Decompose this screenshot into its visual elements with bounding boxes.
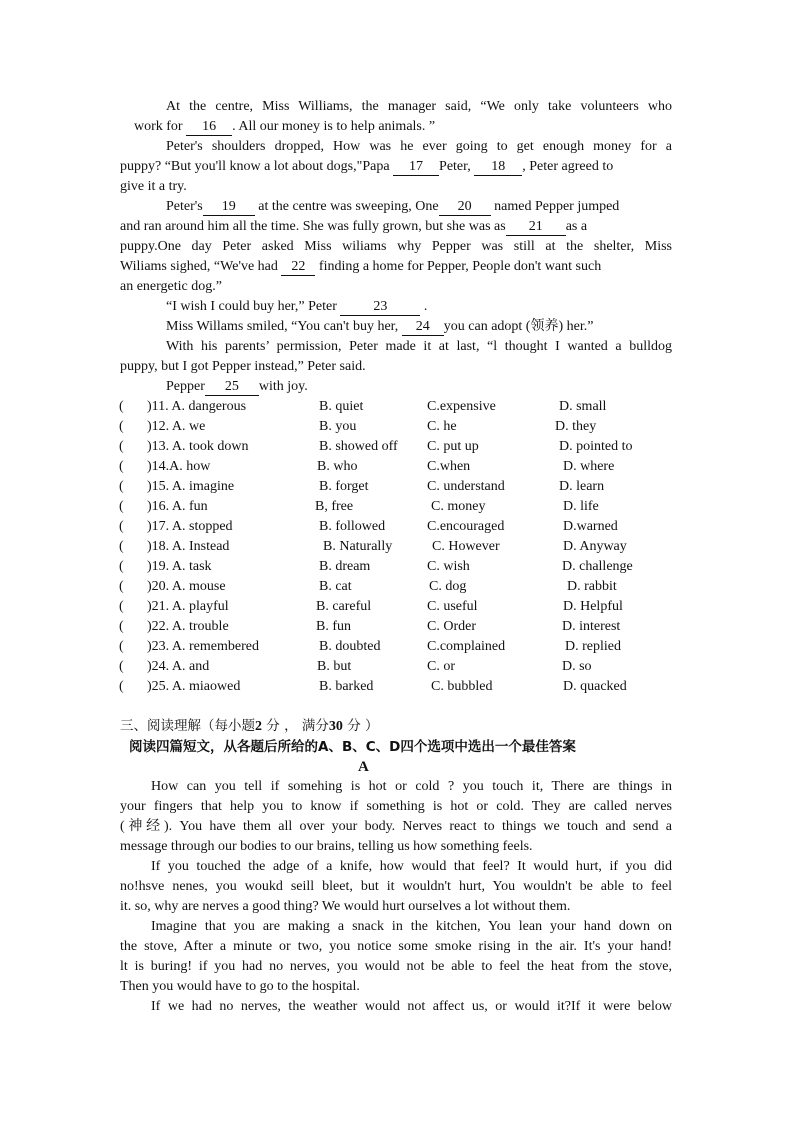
option-b[interactable]: B. quiet xyxy=(319,399,364,414)
option-d[interactable]: D. where xyxy=(563,459,615,474)
passage-p2-line1: Peter's shoulders dropped, How was he ever going to get enough money for a xyxy=(166,139,672,154)
reading-line: the stove, After a minute or two, you notice some smoke rising in the air. It's your hand! xyxy=(120,939,672,954)
option-c[interactable]: C. Order xyxy=(427,619,476,634)
passage-text: . xyxy=(423,299,428,314)
reading-line: If we had no nerves, the weather would not affect us, or would it?If it were below xyxy=(151,999,672,1014)
heading-text: 分 ， 满分 xyxy=(266,718,329,734)
blank-19[interactable]: 19 xyxy=(203,198,255,216)
blank-24[interactable]: 24 xyxy=(402,318,444,336)
passage-p6-line2: puppy, but I got Pepper instead,” Peter said. xyxy=(120,359,366,374)
option-c[interactable]: C.expensive xyxy=(427,399,496,414)
option-c[interactable]: C. or xyxy=(427,659,455,674)
option-a[interactable]: )18. A. Instead xyxy=(147,539,230,554)
option-b[interactable]: B. careful xyxy=(316,599,372,614)
option-d[interactable]: D. interest xyxy=(562,619,621,634)
answer-paren[interactable]: ( xyxy=(119,459,124,474)
answer-paren[interactable]: ( xyxy=(119,539,124,554)
answer-paren[interactable]: ( xyxy=(119,659,124,674)
reading-line: message through our bodies to our brains, telling us how something feels. xyxy=(120,839,533,854)
option-row xyxy=(119,637,679,657)
option-a[interactable]: )25. A. miaowed xyxy=(147,679,241,694)
option-b[interactable]: B, free xyxy=(315,499,354,514)
option-a[interactable]: )12. A. we xyxy=(147,419,206,434)
option-row xyxy=(119,417,679,437)
heading-text: 三、阅读理解（每小题 xyxy=(120,718,255,734)
reading-line: it. so, why are nerves a good thing? We would hurt ourselves a lot without them. xyxy=(120,899,571,914)
blank-22[interactable]: 22 xyxy=(281,258,315,276)
passage-text: work for xyxy=(134,119,183,134)
option-row xyxy=(119,677,679,697)
option-d[interactable]: D. life xyxy=(563,499,599,514)
answer-paren[interactable]: ( xyxy=(119,439,124,454)
option-row xyxy=(119,497,679,517)
option-b[interactable]: B. followed xyxy=(319,519,386,534)
option-b[interactable]: B. doubted xyxy=(319,639,381,654)
reading-line: If you touched the adge of a knife, how would that feel? It would hurt, if you did xyxy=(151,859,672,874)
option-d[interactable]: D. they xyxy=(555,419,597,434)
option-row xyxy=(119,517,679,537)
passage-p1-line1 xyxy=(166,97,672,117)
option-b[interactable]: B. dream xyxy=(319,559,371,574)
answer-paren[interactable]: ( xyxy=(119,679,124,694)
passage-letter: A xyxy=(358,759,369,775)
option-c[interactable]: C. dog xyxy=(429,579,467,594)
option-d[interactable]: D. replied xyxy=(565,639,621,654)
option-d[interactable]: D. Anyway xyxy=(563,539,627,554)
blank-18[interactable]: 18 xyxy=(474,158,522,176)
passage-p1-line2 xyxy=(134,117,435,137)
option-c[interactable]: C.when xyxy=(427,459,471,474)
answer-paren[interactable]: ( xyxy=(119,559,124,574)
option-row xyxy=(119,457,679,477)
passage-p3-line4 xyxy=(120,257,601,277)
passage-text: At the centre, Miss Williams, the manager said, “We only take volunteers who xyxy=(166,99,672,114)
option-c[interactable]: C.complained xyxy=(427,639,506,654)
option-a[interactable]: )16. A. fun xyxy=(147,499,208,514)
answer-paren[interactable]: ( xyxy=(119,639,124,654)
passage-text: Peter's xyxy=(166,199,203,214)
section-instruction: 阅读四篇短文，从各题后所给的A、B、C、D四个选项中选出一个最佳答案 xyxy=(129,739,576,755)
option-d[interactable]: D. learn xyxy=(559,479,605,494)
passage-text: “I wish I could buy her,” Peter xyxy=(166,299,337,314)
option-b[interactable]: B. Naturally xyxy=(323,539,393,554)
option-d[interactable]: D.warned xyxy=(563,519,618,534)
blank-23[interactable]: 23 xyxy=(340,298,420,316)
option-d[interactable]: D. small xyxy=(559,399,607,414)
reading-line: Imagine that you are making a snack in the kitchen, You lean your hand down on xyxy=(151,919,672,934)
answer-paren[interactable]: ( xyxy=(119,419,124,434)
option-row xyxy=(119,537,679,557)
passage-p3-line3: puppy.One day Peter asked Miss wiliams why Pepper was still at the shelter, Miss xyxy=(120,239,672,254)
reading-line: (神经). You have them all over your body. Nerves react to things we touch and send a xyxy=(120,819,672,834)
answer-paren[interactable]: ( xyxy=(119,619,124,634)
section-heading xyxy=(120,716,378,736)
option-a[interactable]: )23. A. remembered xyxy=(147,639,259,654)
option-row xyxy=(119,617,679,637)
passage-text: , Peter agreed to xyxy=(522,159,614,174)
option-b[interactable]: B. fun xyxy=(316,619,351,634)
blank-16[interactable]: 16 xyxy=(186,118,232,136)
reading-line: your fingers that help you to know if something is hot or cold. They are called nerves xyxy=(120,799,672,814)
passage-p6-line1: With his parents’ permission, Peter made it at last, “l thought I wanted a bulldog xyxy=(166,339,672,354)
option-c[interactable]: C.encouraged xyxy=(427,519,505,534)
option-c[interactable]: C. bubbled xyxy=(431,679,493,694)
option-a[interactable]: )15. A. imagine xyxy=(147,479,235,494)
option-a[interactable]: )13. A. took down xyxy=(147,439,249,454)
answer-paren[interactable]: ( xyxy=(119,579,124,594)
option-row xyxy=(119,557,679,577)
option-row xyxy=(119,437,679,457)
option-row xyxy=(119,397,679,417)
option-a[interactable]: )19. A. task xyxy=(147,559,212,574)
passage-p4 xyxy=(166,297,427,317)
option-c[interactable]: C. put up xyxy=(427,439,479,454)
option-b[interactable]: B. who xyxy=(317,459,358,474)
option-a[interactable]: )17. A. stopped xyxy=(147,519,233,534)
passage-text: as a xyxy=(565,219,588,234)
option-d[interactable]: D. so xyxy=(562,659,592,674)
passage-text: with joy. xyxy=(258,379,308,394)
answer-paren[interactable]: ( xyxy=(119,599,124,614)
reading-line: How can you tell if somehing is hot or cold ? you touch it, There are things in xyxy=(151,779,672,794)
passage-text: Wiliams sighed, “We've had xyxy=(120,259,278,274)
option-b[interactable]: B. cat xyxy=(319,579,352,594)
passage-text: Pepper xyxy=(166,379,205,394)
option-row xyxy=(119,657,679,677)
passage-text: named Pepper jumped xyxy=(494,199,620,214)
option-c[interactable]: C. he xyxy=(427,419,457,434)
option-c[interactable]: C. understand xyxy=(427,479,505,494)
passage-text: at the centre was sweeping, One xyxy=(258,199,439,214)
passage-text: Miss Willams smiled, “You can't buy her, xyxy=(166,319,399,334)
blank-25[interactable]: 25 xyxy=(205,378,259,396)
option-d[interactable]: D. pointed to xyxy=(559,439,633,454)
passage-text: and ran around him all the time. She was fully grown, but she was as xyxy=(120,219,506,234)
option-d[interactable]: D. challenge xyxy=(562,559,633,574)
passage-p3-line1 xyxy=(166,197,619,217)
option-c[interactable]: C. money xyxy=(431,499,486,514)
heading-total: 30 xyxy=(328,719,343,734)
passage-text: finding a home for Pepper, People don't want such xyxy=(318,259,602,274)
answer-paren[interactable]: ( xyxy=(119,399,124,414)
heading-text: 分 ） xyxy=(347,718,379,734)
option-b[interactable]: B. you xyxy=(319,419,357,434)
answer-paren[interactable]: ( xyxy=(119,499,124,514)
passage-p7 xyxy=(166,377,308,397)
reading-line: lt is buring! if you had no nerves, you would not be able to feel the heat from the stove, xyxy=(120,959,672,974)
passage-p3-line5: an energetic dog.” xyxy=(120,279,222,294)
option-row xyxy=(119,477,679,497)
option-b[interactable]: B. barked xyxy=(319,679,374,694)
blank-20[interactable]: 20 xyxy=(439,198,491,216)
option-d[interactable]: D. Helpful xyxy=(563,599,623,614)
option-a[interactable]: )21. A. playful xyxy=(147,599,229,614)
option-a[interactable]: )14.A. how xyxy=(147,459,211,474)
passage-p5 xyxy=(166,317,593,337)
answer-paren[interactable]: ( xyxy=(119,479,124,494)
option-a[interactable]: )11. A. dangerous xyxy=(147,399,247,414)
passage-p2-line2 xyxy=(120,157,613,177)
passage-text: you can adopt (领养) her.” xyxy=(443,319,594,334)
passage-text: . All our money is to help animals. ” xyxy=(232,119,436,134)
option-a[interactable]: )20. A. mouse xyxy=(147,579,226,594)
passage-text: Peter, xyxy=(439,159,471,174)
option-d[interactable]: D. quacked xyxy=(563,679,627,694)
passage-p2-line3: give it a try. xyxy=(120,179,187,194)
option-c[interactable]: C. However xyxy=(432,539,500,554)
reading-line: Then you would have to go to the hospital. xyxy=(120,979,360,994)
passage-text: puppy? “But you'll know a lot about dogs,"Papa xyxy=(120,159,390,174)
passage-p3-line2 xyxy=(120,217,587,237)
option-row xyxy=(119,597,679,617)
option-b[interactable]: B. showed off xyxy=(319,439,398,454)
option-b[interactable]: B. forget xyxy=(319,479,369,494)
option-row xyxy=(119,577,679,597)
option-a[interactable]: )22. A. trouble xyxy=(147,619,229,634)
blank-21[interactable]: 21 xyxy=(506,218,566,236)
heading-points: 2 xyxy=(255,719,262,734)
blank-17[interactable]: 17 xyxy=(393,158,439,176)
option-a[interactable]: )24. A. and xyxy=(147,659,210,674)
option-c[interactable]: C. useful xyxy=(427,599,478,614)
option-c[interactable]: C. wish xyxy=(427,559,470,574)
option-b[interactable]: B. but xyxy=(317,659,352,674)
reading-line: no!hsve nenes, you woukd seill bleet, but it wouldn't hurt, You wouldn't be able to feel xyxy=(120,879,672,894)
answer-paren[interactable]: ( xyxy=(119,519,124,534)
option-d[interactable]: D. rabbit xyxy=(567,579,617,594)
